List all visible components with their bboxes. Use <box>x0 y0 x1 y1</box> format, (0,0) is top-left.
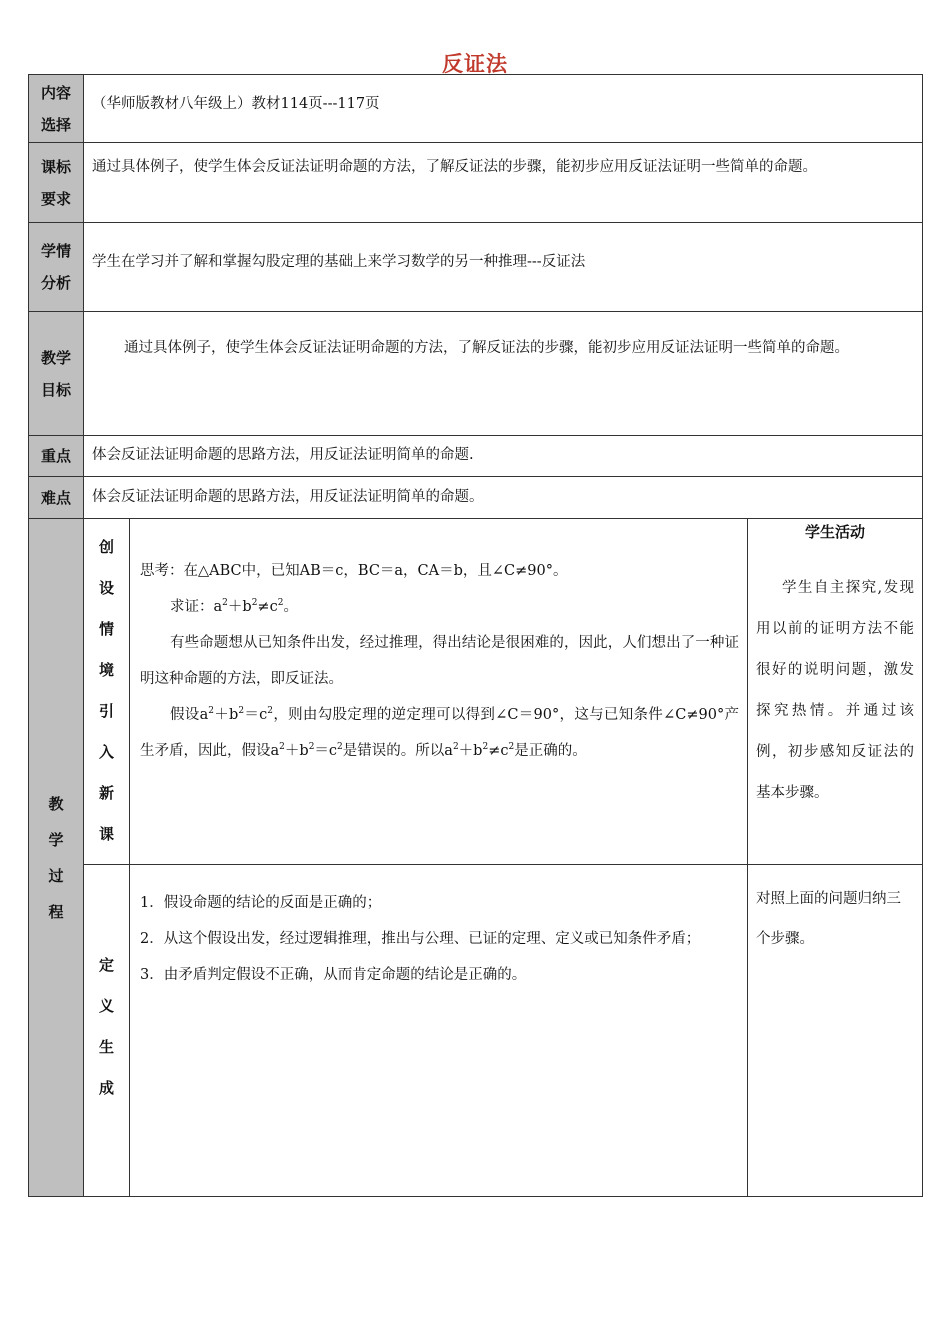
content-text: （华师版教材八年级上）教材114页---117页 <box>92 96 380 112</box>
row-label-standard: 课标 要求 <box>29 143 84 223</box>
analysis-text: 学生在学习并了解和掌握勾股定理的基础上来学习数学的另一种推理---反证法 <box>92 254 586 270</box>
intro-para-1: 有些命题想从已知条件出发，经过推理，得出结论是很困难的，因此，人们想出了一种证明这种命题的方法，即反证法。 <box>140 635 739 687</box>
standard-text: 通过具体例子，使学生体会反证法证明命题的方法，了解反证法的步骤，能初步应用反证法证明一些简单的命题。 <box>92 159 817 175</box>
think-text: 思考：在△ABC中，已知AB＝c，BC＝a，CA＝b，且∠C≠90°。 <box>140 563 568 579</box>
row-label-key: 重点 <box>29 436 84 477</box>
section-label-intro: 创 设 情 境 引 入 新 课 <box>84 519 130 865</box>
row-difficulty <box>29 477 923 519</box>
intro-para-2: 假设$a^2+b^2=c^2$，则由勾股定理的逆定理可以得到∠C＝90°，这与已知条件∠C≠90°产生矛盾，因此，假设$a^2+b^2=c^2$是错误的。所以$a^2+b^2\ne c^2$是正确的。 <box>140 706 739 759</box>
row-process-definition <box>29 865 923 1197</box>
row-key <box>29 436 923 477</box>
section-label-definition: 定 义 生 成 <box>84 865 130 1197</box>
row-content <box>29 75 923 143</box>
goal-text: 通过具体例子，使学生体会反证法证明命题的方法，了解反证法的步骤，能初步应用反证法证明一些简单的命题。 <box>124 340 849 356</box>
page-title: 反证法 <box>442 52 508 76</box>
row-goal <box>29 312 923 436</box>
lesson-plan-table <box>28 74 923 1197</box>
row-analysis <box>29 223 923 312</box>
row-label-content: 内容 选择 <box>29 75 84 143</box>
row-standard <box>29 143 923 223</box>
difficulty-text: 体会反证法证明命题的思路方法，用反证法证明简单的命题。 <box>92 489 484 505</box>
intro-content <box>130 519 748 865</box>
row-label-goal: 教学 目标 <box>29 312 84 436</box>
activity-header: 学生活动 <box>805 523 866 541</box>
row-label-difficulty: 难点 <box>29 477 84 519</box>
definition-content <box>130 865 748 1197</box>
prove-text: 求证：$a^2+b^2\ne c^2$。 <box>170 598 298 615</box>
step-3: 3．由矛盾判定假设不正确，从而肯定命题的结论是正确的。 <box>140 967 527 983</box>
row-process-intro <box>29 519 923 865</box>
step-1: 1．假设命题的结论的反面是正确的； <box>140 895 382 911</box>
definition-activity <box>748 865 923 1197</box>
row-label-analysis: 学情 分析 <box>29 223 84 312</box>
intro-activity-text: 学生自主探究,发现用以前的证明方法不能很好的说明问题，激发探究热情。并通过该例，初步感知反证法的基本步骤。 <box>756 580 915 801</box>
definition-activity-text: 对照上面的问题归纳三个步骤。 <box>756 891 901 947</box>
intro-activity <box>748 519 923 865</box>
row-label-process: 教 学 过 程 <box>29 519 84 1197</box>
key-text: 体会反证法证明命题的思路方法，用反证法证明简单的命题. <box>92 447 474 463</box>
step-2: 2．从这个假设出发，经过逻辑推理，推出与公理、已证的定理、定义或已知条件矛盾； <box>140 931 701 947</box>
